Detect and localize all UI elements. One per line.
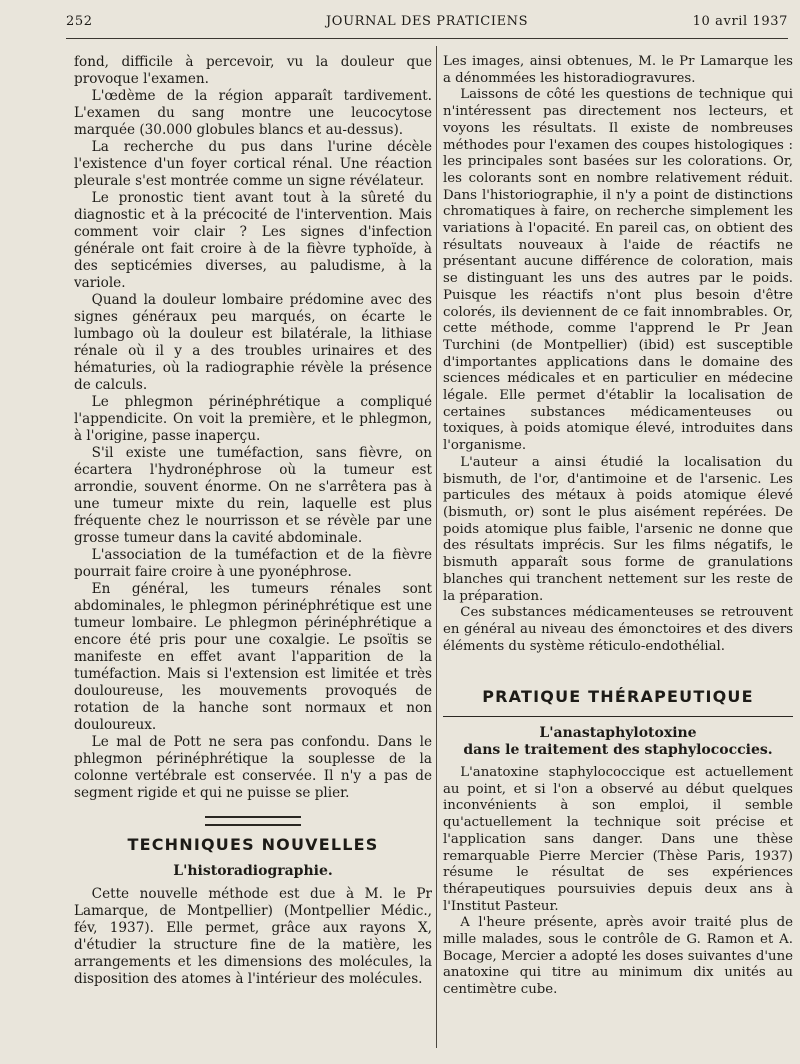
- paragraph: En général, les tumeurs rénales sont abdominales, le phlegmon périnéphrétique est une tumeur lombaire. Le phlegmon périnéphrétique a encore été pris pour une coxalgie. Le psoïtis se manifeste en effet avant l'apparition de la tuméfaction. Mais si l'extension est limitée et très douloureuse, les mouvements provoqués de rotation de la hanche sont normaux et non douloureux.: [74, 581, 432, 733]
- section-separator: [205, 816, 301, 826]
- paragraph: Laissons de côté les questions de technique qui n'intéressent pas directement nos lecteurs, et voyons les résultats. Il existe de nombreuses méthodes pour l'examen des coupes histologiques : les principales sont basées sur les colorations. Or, les colorants sont en nombre relativement réduit. Dans l'historiographie, il n'y a point de distinctions chromatiques à faire, on recherche simplement les variations à l'opacité. En pareil cas, on obtient des résultats nouveaux à l'aide de réactifs ne présentant aucune différence de coloration, mais se distinguant les uns des autres par le poids. Puisque les réactifs n'ont plus besoin d'être colorés, ils deviennent de ce fait innombrables. Or, cette méthode, comme l'apprend le Pr Jean Turchini (de Montpellier) (ibid) est susceptible d'importantes applications dans le domaine des sciences médicales et en particulier en médecine légale. Elle permet d'établir la localisation de certaines substances médicamenteuses ou toxiques, à poids atomique élevé, introduites dans l'organisme.: [443, 87, 793, 454]
- paragraph: Ces substances médicamenteuses se retrouvent en général au niveau des émonctoires et des divers éléments du système réticulo-endothélial.: [443, 605, 793, 654]
- paragraph: L'auteur a ainsi étudié la localisation du bismuth, de l'or, d'antimoine et de l'arsenic. Les particules des métaux à poids atomique élevé (bismuth, or) sont le plus aisément repérées. De poids atomique plus faible, l'arsenic ne donne que des résultats imprécis. Sur les films négatifs, le bismuth apparaît sous forme de granulations blanches qui tranchent nettement sur les reste de la préparation.: [443, 454, 793, 604]
- paragraph: S'il existe une tuméfaction, sans fièvre, on écartera l'hydronéphrose où la tumeur est arrondie, souvent énorme. On ne s'arrêtera pas à une tumeur mixte du rein, laquelle est plus fréquente chez le nourrisson et se révèle par une grosse tumeur dans la cavité abdominale.: [74, 445, 432, 546]
- subsection-title-line2: dans le traitement des staphylococcies.: [463, 742, 773, 759]
- subsection-title: L'historadiographie.: [173, 863, 333, 879]
- journal-title: JOURNAL DES PRATICIENS: [326, 14, 529, 29]
- paragraph: L'anatoxine staphylococcique est actuellement au point, et si l'on a observé au début quelques inconvénients à son emploi, il semble qu'actuellement la technique soit précise et l'application sans danger. Dans une thèse remarquable Pierre Mercier (Thèse Paris, 1937) résume le résultat de ses expériences thérapeutiques poursuivies depuis deux ans à l'Institut Pasteur.: [443, 765, 793, 914]
- section-rule: [443, 716, 793, 717]
- paragraph: Le mal de Pott ne sera pas confondu. Dans le phlegmon périnéphrétique la souplesse de la colonne vertébrale est conservée. Il n'y a pas de segment rigide et qui ne puisse se plier.: [74, 734, 432, 801]
- column-divider: [436, 46, 437, 1048]
- section-title: TECHNIQUES NOUVELLES: [127, 835, 379, 854]
- paragraph: A l'heure présente, après avoir traité plus de mille malades, sous le contrôle de G. Ramon et A. Bocage, Mercier a adopté les doses suivantes d'une anatoxine qui titre au minimum dix unités au centimètre cube.: [443, 915, 793, 998]
- paragraph: La recherche du pus dans l'urine décèle l'existence d'un foyer cortical rénal. Une réaction pleurale s'est montrée comme un signe révélateur.: [74, 139, 432, 189]
- paragraph: Le pronostic tient avant tout à la sûreté du diagnostic et à la précocité de l'intervention. Mais comment voir clair ? Les signes d'infection générale ont fait croire à de la fièvre typhoïde, à des septicémies diverses, au paludisme, à la variole.: [74, 190, 432, 291]
- paragraph: Cette nouvelle méthode est due à M. le Pr Lamarque, de Montpellier) (Montpellier Médic., fév, 1937). Elle permet, grâce aux rayons X, d'étudier la structure fine de la matière, les arrangements et les dimensions des molécules, la disposition des atomes à l'intérieur des molécules.: [74, 886, 432, 987]
- paragraph: Les images, ainsi obtenues, M. le Pr Lamarque les a dénommées les historadiogravures.: [443, 54, 793, 86]
- page-number: 252: [66, 14, 93, 29]
- paragraph: Le phlegmon périnéphrétique a compliqué l'appendicite. On voit la première, et le phlegmon, à l'origine, passe inaperçu.: [74, 394, 432, 444]
- paragraph: L'association de la tuméfaction et de la fièvre pourrait faire croire à une pyonéphrose.: [74, 547, 432, 580]
- right-column: [443, 54, 793, 999]
- issue-date: 10 avril 1937: [692, 14, 788, 29]
- subsection-title-line1: L'anastaphylotoxine: [539, 725, 697, 742]
- paragraph: fond, difficile à percevoir, vu la douleur que provoque l'examen.: [74, 54, 432, 87]
- page-header: [66, 12, 788, 39]
- paragraph: L'œdème de la région apparaît tardivement. L'examen du sang montre une leucocytose marquée (30.000 globules blancs et au-dessus).: [74, 88, 432, 138]
- paragraph: Quand la douleur lombaire prédomine avec des signes généraux peu marqués, on écarte le lumbago où la douleur est bilatérale, la lithiase rénale où il y a des troubles urinaires et des hématuries, où la radiographie révèle la présence de calculs.: [74, 292, 432, 393]
- section-title: PRATIQUE THÉRAPEUTIQUE: [482, 687, 754, 707]
- left-column: [74, 54, 432, 988]
- subsection-title: [443, 725, 793, 759]
